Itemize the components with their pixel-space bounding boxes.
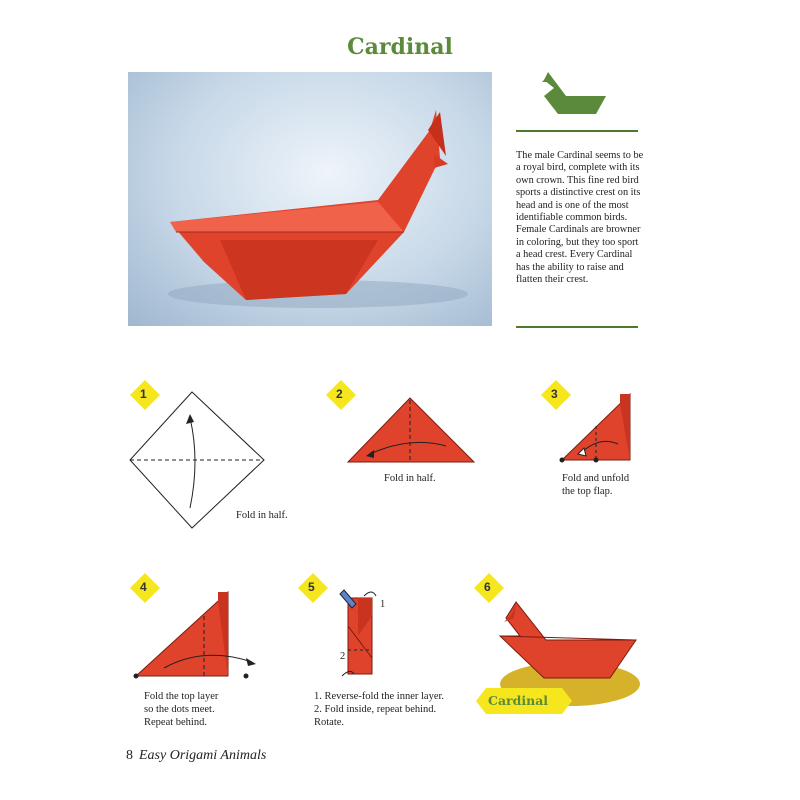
step-4-diagram (134, 590, 264, 686)
cardinal-silhouette-icon (540, 70, 610, 120)
step-2-diagram (346, 396, 476, 470)
step-number: 1 (140, 387, 147, 401)
cardinal-photo (128, 72, 492, 326)
step-5-diagram (330, 586, 400, 686)
page-footer (126, 748, 266, 764)
step-6-badge (474, 573, 504, 603)
top-rule (516, 130, 638, 132)
page-number: 8 (126, 748, 133, 763)
step-2-caption: Fold in half. (384, 473, 436, 484)
cardinal-label: Cardinal (488, 693, 549, 708)
step-4-caption: Fold the top layer so the dots meet. Repeat behind. (144, 691, 219, 728)
step-3-caption: Fold and unfold the top flap. (562, 473, 630, 497)
description-text: The male Cardinal seems to be a royal bird, complete with its own crown. This fine red bird sports a distinctive crest on its head and is one of the most identifiable common birds. Female Cardinals are browner in coloring, but they too sport a head crest. Every Cardinal has the ability to raise and flatten their crest. (516, 150, 644, 286)
step-5-marker-2: 2 (340, 651, 346, 662)
bottom-rule (516, 326, 638, 328)
step-number: 3 (551, 387, 558, 401)
step-5-badge (298, 573, 328, 603)
book-title: Easy Origami Animals (139, 748, 267, 763)
step-1-caption: Fold in half. (236, 510, 288, 521)
step-number: 4 (140, 580, 147, 594)
step-5-marker-1: 1 (380, 599, 386, 610)
step-3-diagram (558, 392, 638, 470)
step-number: 6 (484, 580, 491, 594)
page-title: Cardinal (347, 34, 453, 60)
cardinal-label-badge (476, 688, 572, 718)
step-number: 2 (336, 387, 343, 401)
step-5-caption: 1. Reverse-fold the inner layer. 2. Fold inside, repeat behind. Rotate. (314, 691, 445, 728)
step-number: 5 (308, 580, 315, 594)
